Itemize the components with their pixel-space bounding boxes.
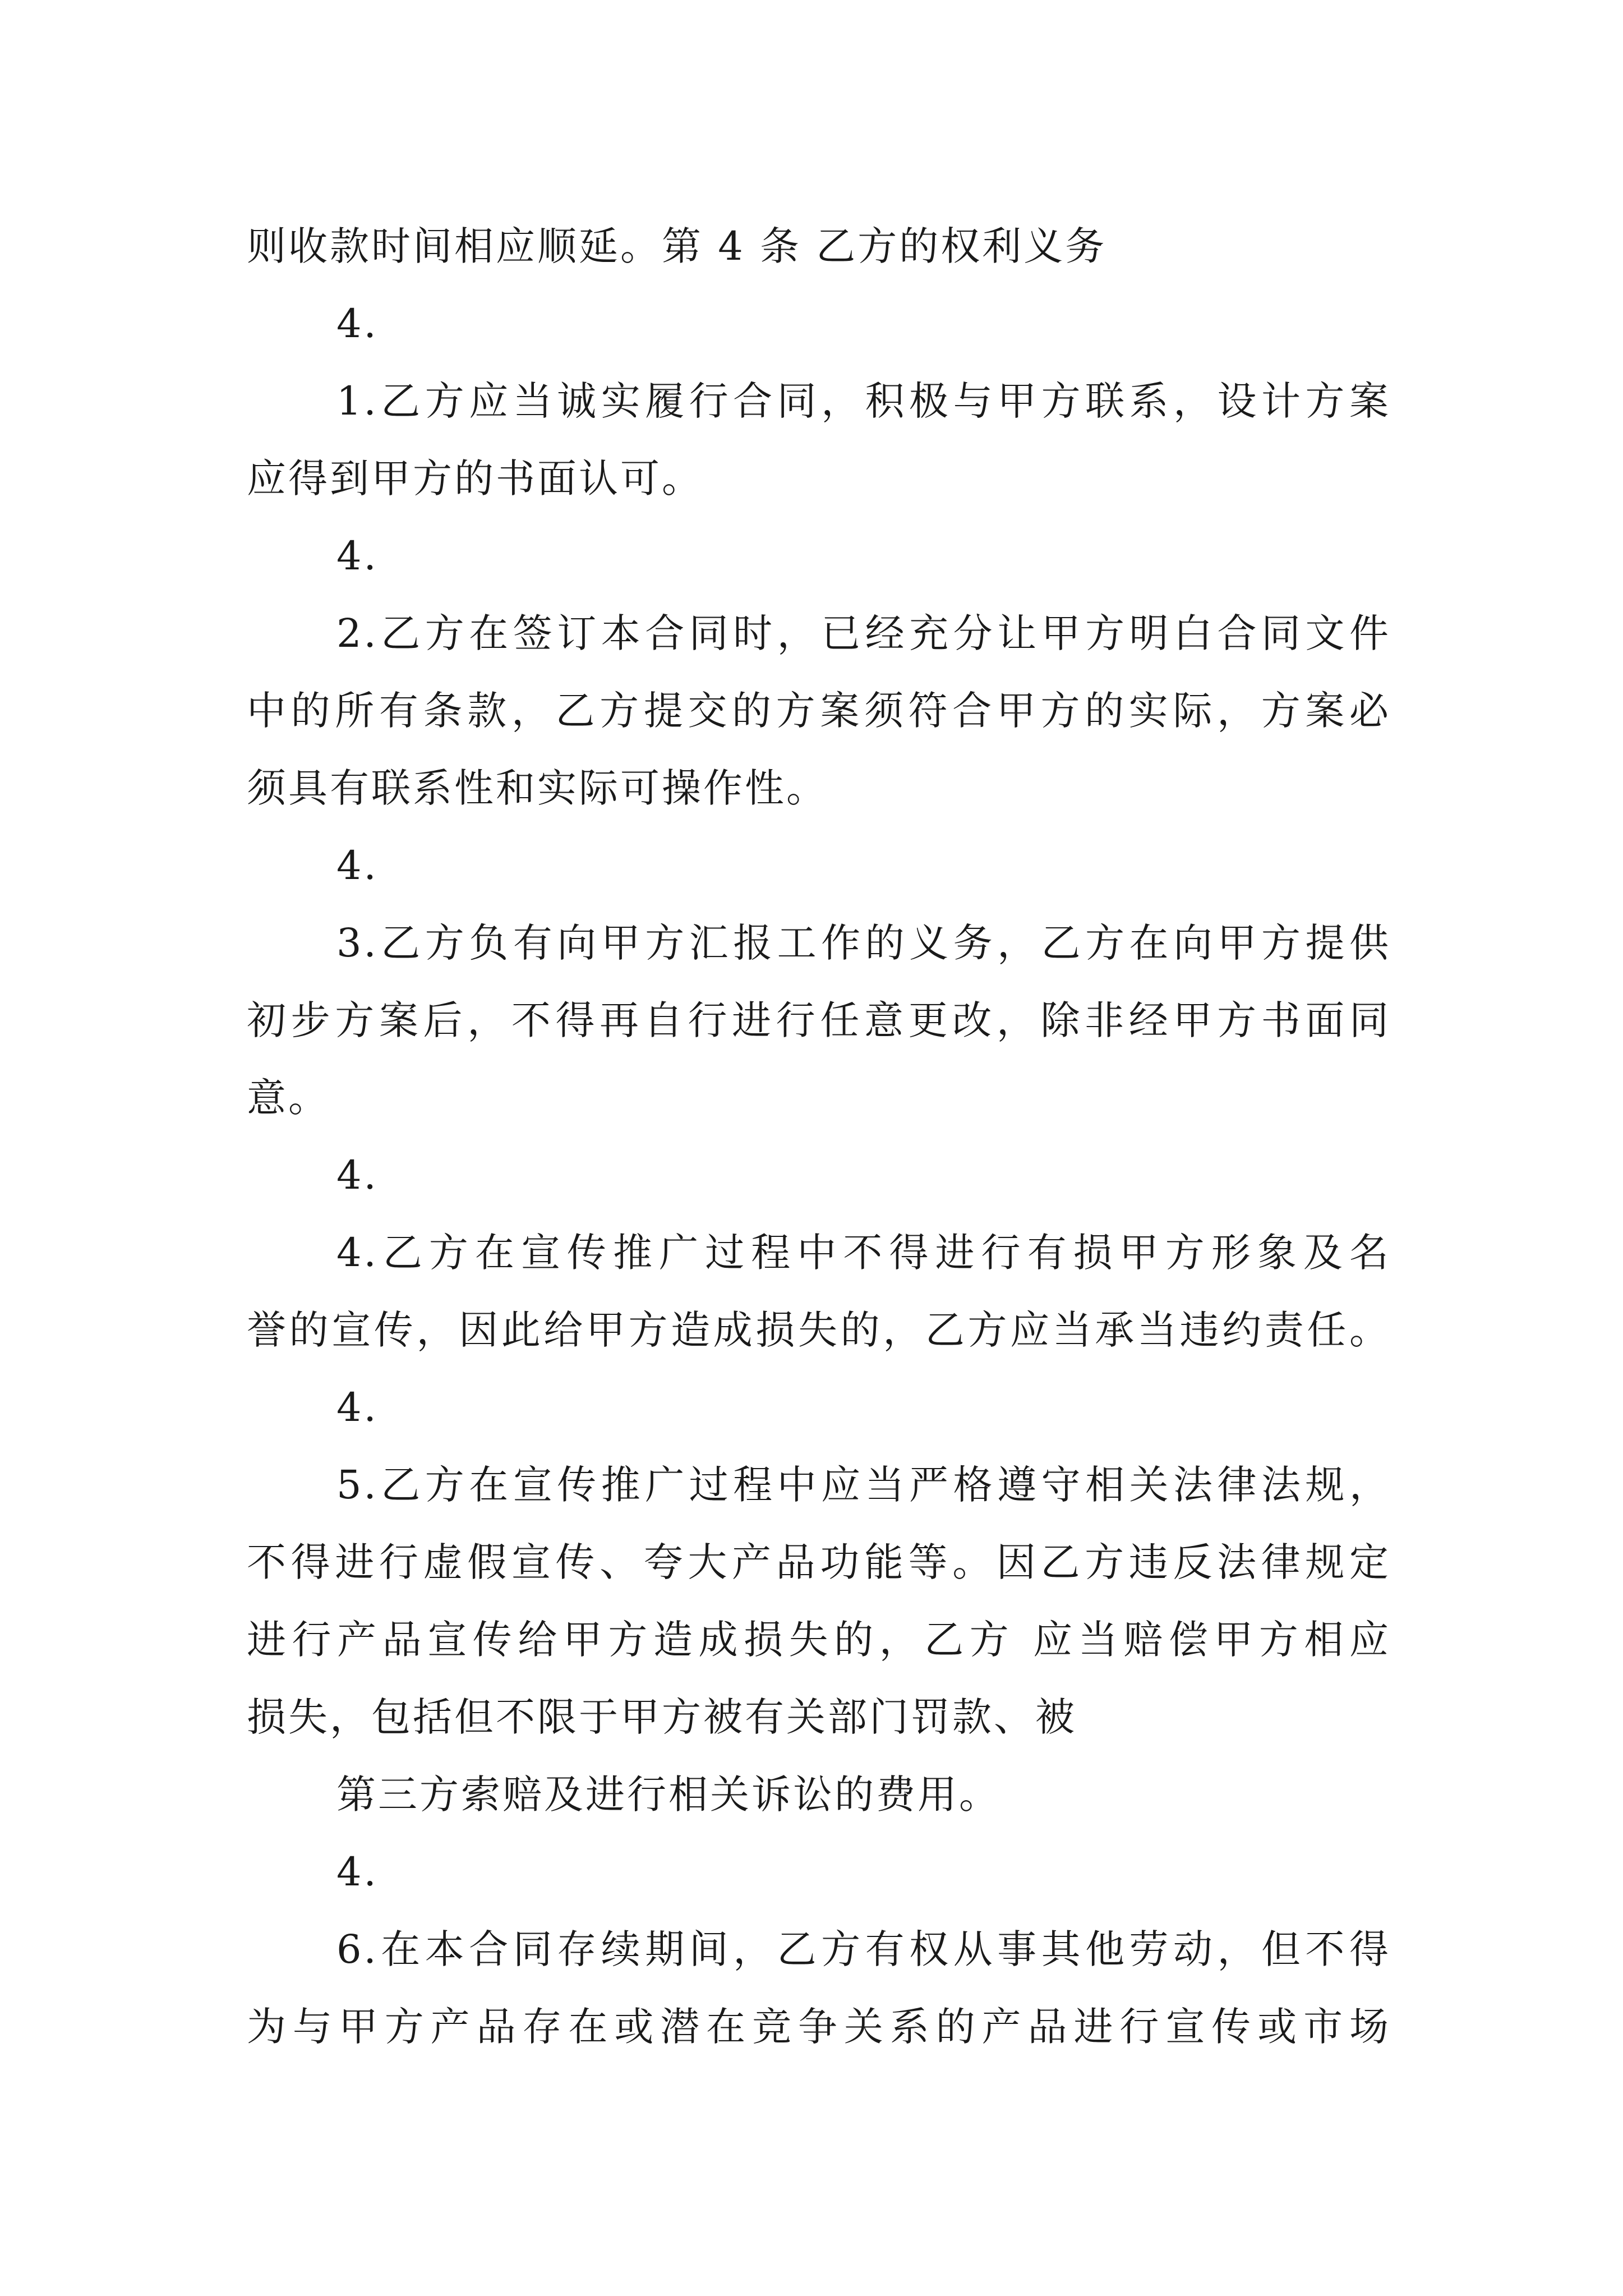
text-line: 不得进行虚假宣传、夸大产品功能等。因乙方违反法律规定	[247, 1539, 1391, 1585]
text-line: 应得到甲方的书面认可。	[247, 455, 703, 501]
text-line: 1.乙方应当诚实履行合同，积极与甲方联系，设计方案	[336, 378, 1391, 424]
text-line: 须具有联系性和实际可操作性。	[247, 765, 828, 811]
text-line: 5.乙方在宣传推广过程中应当严格遵守相关法律法规，	[336, 1462, 1391, 1508]
clause-number: 4.	[336, 843, 379, 889]
text-line: 初步方案后，不得再自行进行任意更改，除非经甲方书面同	[247, 997, 1391, 1043]
clause-number: 4.	[336, 1384, 379, 1430]
document-body	[247, 208, 1391, 2065]
text-line: 3.乙方负有向甲方汇报工作的义务，乙方在向甲方提供	[336, 920, 1391, 966]
text-line: 6.在本合同存续期间，乙方有权从事其他劳动，但不得	[336, 1926, 1391, 1972]
text-line: 誉的宣传，因此给甲方造成损失的，乙方应当承当违约责任。	[247, 1307, 1391, 1353]
text-line: 意。	[247, 1075, 330, 1121]
text-line: 4.乙方在宣传推广过程中不得进行有损甲方形象及名	[336, 1230, 1391, 1276]
text-line: 中的所有条款，乙方提交的方案须符合甲方的实际，方案必	[247, 688, 1391, 734]
text-line: 为与甲方产品存在或潜在竞争关系的产品进行宣传或市场	[247, 2004, 1391, 2050]
text-line: 进行产品宣传给甲方造成损失的，乙方 应当赔偿甲方相应	[247, 1617, 1391, 1663]
clause-number: 4.	[336, 533, 379, 579]
text-line: 损失，包括但不限于甲方被有关部门罚款、被	[247, 1694, 1077, 1740]
text-line: 第三方索赔及进行相关诉讼的费用。	[336, 1772, 1000, 1818]
text-line: 2.乙方在签订本合同时，已经充分让甲方明白合同文件	[336, 610, 1391, 656]
clause-number: 4.	[336, 1849, 379, 1895]
text-line: 则收款时间相应顺延。第 4 条 乙方的权利义务	[247, 223, 1107, 269]
clause-number: 4.	[336, 1152, 379, 1198]
clause-number: 4.	[336, 301, 379, 347]
